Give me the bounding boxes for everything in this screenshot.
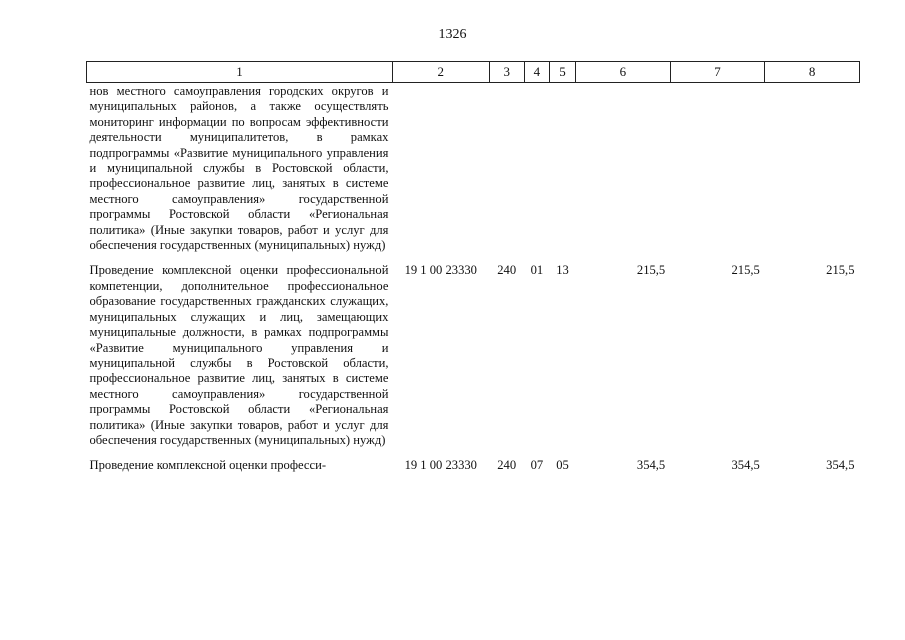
row-expense-type: 240 — [497, 458, 517, 473]
row-target-code: 19 1 00 23330 — [404, 458, 477, 473]
table-body — [87, 83, 860, 474]
header-col-1: 1 — [87, 62, 393, 83]
row-section — [524, 83, 549, 262]
table-row — [87, 83, 860, 262]
row-description: Проведение комплексной оценки професси- — [89, 458, 327, 473]
table-header — [87, 62, 860, 83]
table-row — [87, 456, 860, 473]
row-section: 01 — [530, 263, 544, 278]
row-amount-year3 — [765, 83, 860, 262]
row-expense-type — [489, 83, 524, 262]
row-amount-year3: 215,5 — [826, 263, 855, 278]
row-amount-year2: 215,5 — [731, 263, 760, 278]
row-subsection: 13 — [556, 263, 569, 278]
header-col-6: 6 — [576, 62, 671, 83]
table-row — [87, 261, 860, 456]
header-col-4: 4 — [524, 62, 549, 83]
header-col-5: 5 — [549, 62, 575, 83]
page-number: 1326 — [438, 27, 467, 42]
row-target-code: 19 1 00 23330 — [404, 263, 477, 278]
row-subsection: 05 — [556, 458, 569, 473]
header-col-2: 2 — [392, 62, 489, 83]
header-col-3: 3 — [489, 62, 524, 83]
row-section: 07 — [530, 458, 544, 473]
row-description: нов местного самоуправления городских округов и муниципальных районов, а также осуществлять мониторинг информации по вопросам эффективности деятельности муниципалитетов, в рамках подпрограммы «Развитие муниципального управления и муниципальной службы в Ростовской области, профессиональное развитие лиц, занятых в системе местного самоуправления» государственной программы Ростовской области «Региональная политика» (Иные закупки товаров, работ и услуг для обеспечения государственных (муниципальных) нужд) — [89, 84, 389, 253]
row-amount-year1: 354,5 — [636, 458, 666, 473]
header-row — [87, 62, 860, 83]
row-description: Проведение комплексной оценки профессиональной компетенции, дополнительное профессиональное образование государственных гражданских служащих, муниципальных служащих и лиц, замещающих муниципальные должности, в рамках подпрограммы «Развитие муниципального управления и муниципальной службы в Ростовской области, профессиональное развитие лиц, занятых в системе местного самоуправления» государственной программы Ростовской области «Региональная политика» (Иные закупки товаров, работ и услуг для обеспечения государственных (муниципальных) нужд) — [89, 263, 389, 447]
row-amount-year2: 354,5 — [731, 458, 760, 473]
row-expense-type: 240 — [497, 263, 517, 278]
header-col-8: 8 — [765, 62, 860, 83]
row-subsection — [549, 83, 575, 262]
row-target-code — [392, 83, 489, 262]
budget-table — [86, 61, 860, 474]
row-amount-year3: 354,5 — [826, 458, 855, 473]
row-amount-year2 — [670, 83, 765, 262]
header-col-7: 7 — [670, 62, 765, 83]
row-amount-year1: 215,5 — [636, 263, 666, 278]
row-amount-year1 — [576, 83, 671, 262]
